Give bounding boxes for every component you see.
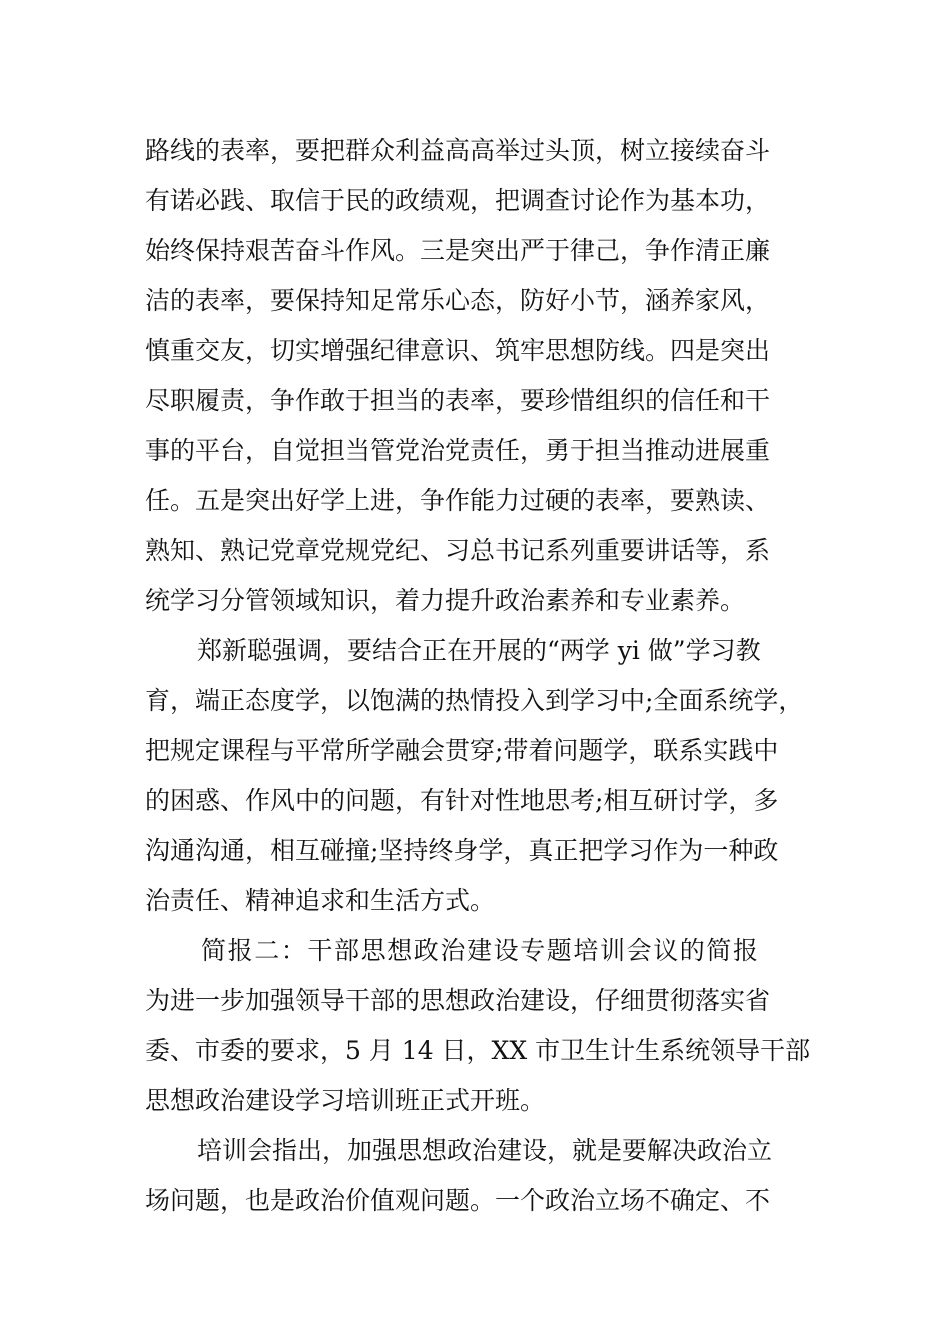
text-line: 有诺必践、取信于民的政绩观，把调查讨论作为基本功， (145, 186, 771, 215)
text-line: 始终保持艰苦奋斗作风。三是突出严于律己，争作清正廉 (145, 236, 771, 265)
text-line: 思想政治建设学习培训班正式开班。 (145, 1086, 546, 1115)
text-line: 委、市委的要求，5 月 14 日，XX 市卫生计生系统领导干部 (145, 1036, 811, 1065)
paragraph-first-line: 郑新聪强调，要结合正在开展的“两学 yi 做”学习教 (197, 636, 761, 665)
text-line: 洁的表率，要保持知足常乐心态，防好小节，涵养家风， (145, 286, 771, 315)
text-line: 的困惑、作风中的问题，有针对性地思考;相互研讨学，多 (145, 786, 779, 815)
text-line: 路线的表率，要把群众利益高高举过头顶，树立接续奋斗 (145, 136, 771, 165)
text-line: 为进一步加强领导干部的思想政治建设，仔细贯彻落实省 (145, 986, 771, 1015)
text-line: 育，端正态度学，以饱满的热情投入到学习中;全面系统学， (145, 686, 804, 715)
text-line: 沟通沟通，相互碰撞;坚持终身学，真正把学习作为一种政 (145, 836, 779, 865)
text-line: 尽职履责，争作敢于担当的表率，要珍惜组织的信任和干 (145, 386, 771, 415)
section-heading: 简报二：干部思想政治建设专题培训会议的简报 (201, 936, 760, 965)
text-line: 治责任、精神追求和生活方式。 (145, 886, 496, 915)
text-line: 熟知、熟记党章党规党纪、习总书记系列重要讲话等，系 (145, 536, 771, 565)
text-line: 场问题，也是政治价值观问题。一个政治立场不确定、不 (145, 1186, 771, 1215)
text-line: 任。五是突出好学上进，争作能力过硬的表率，要熟读、 (145, 486, 771, 515)
body-text (145, 126, 835, 1226)
text-line: 把规定课程与平常所学融会贯穿;带着问题学，联系实践中 (145, 736, 779, 765)
text-line: 统学习分管领域知识，着力提升政治素养和专业素养。 (145, 586, 746, 615)
text-line: 慎重交友，切实增强纪律意识、筑牢思想防线。四是突出 (145, 336, 771, 365)
paragraph-first-line: 培训会指出，加强思想政治建设，就是要解决政治立 (197, 1136, 773, 1165)
text-line: 事的平台，自觉担当管党治党责任，勇于担当推动进展重 (145, 436, 771, 465)
